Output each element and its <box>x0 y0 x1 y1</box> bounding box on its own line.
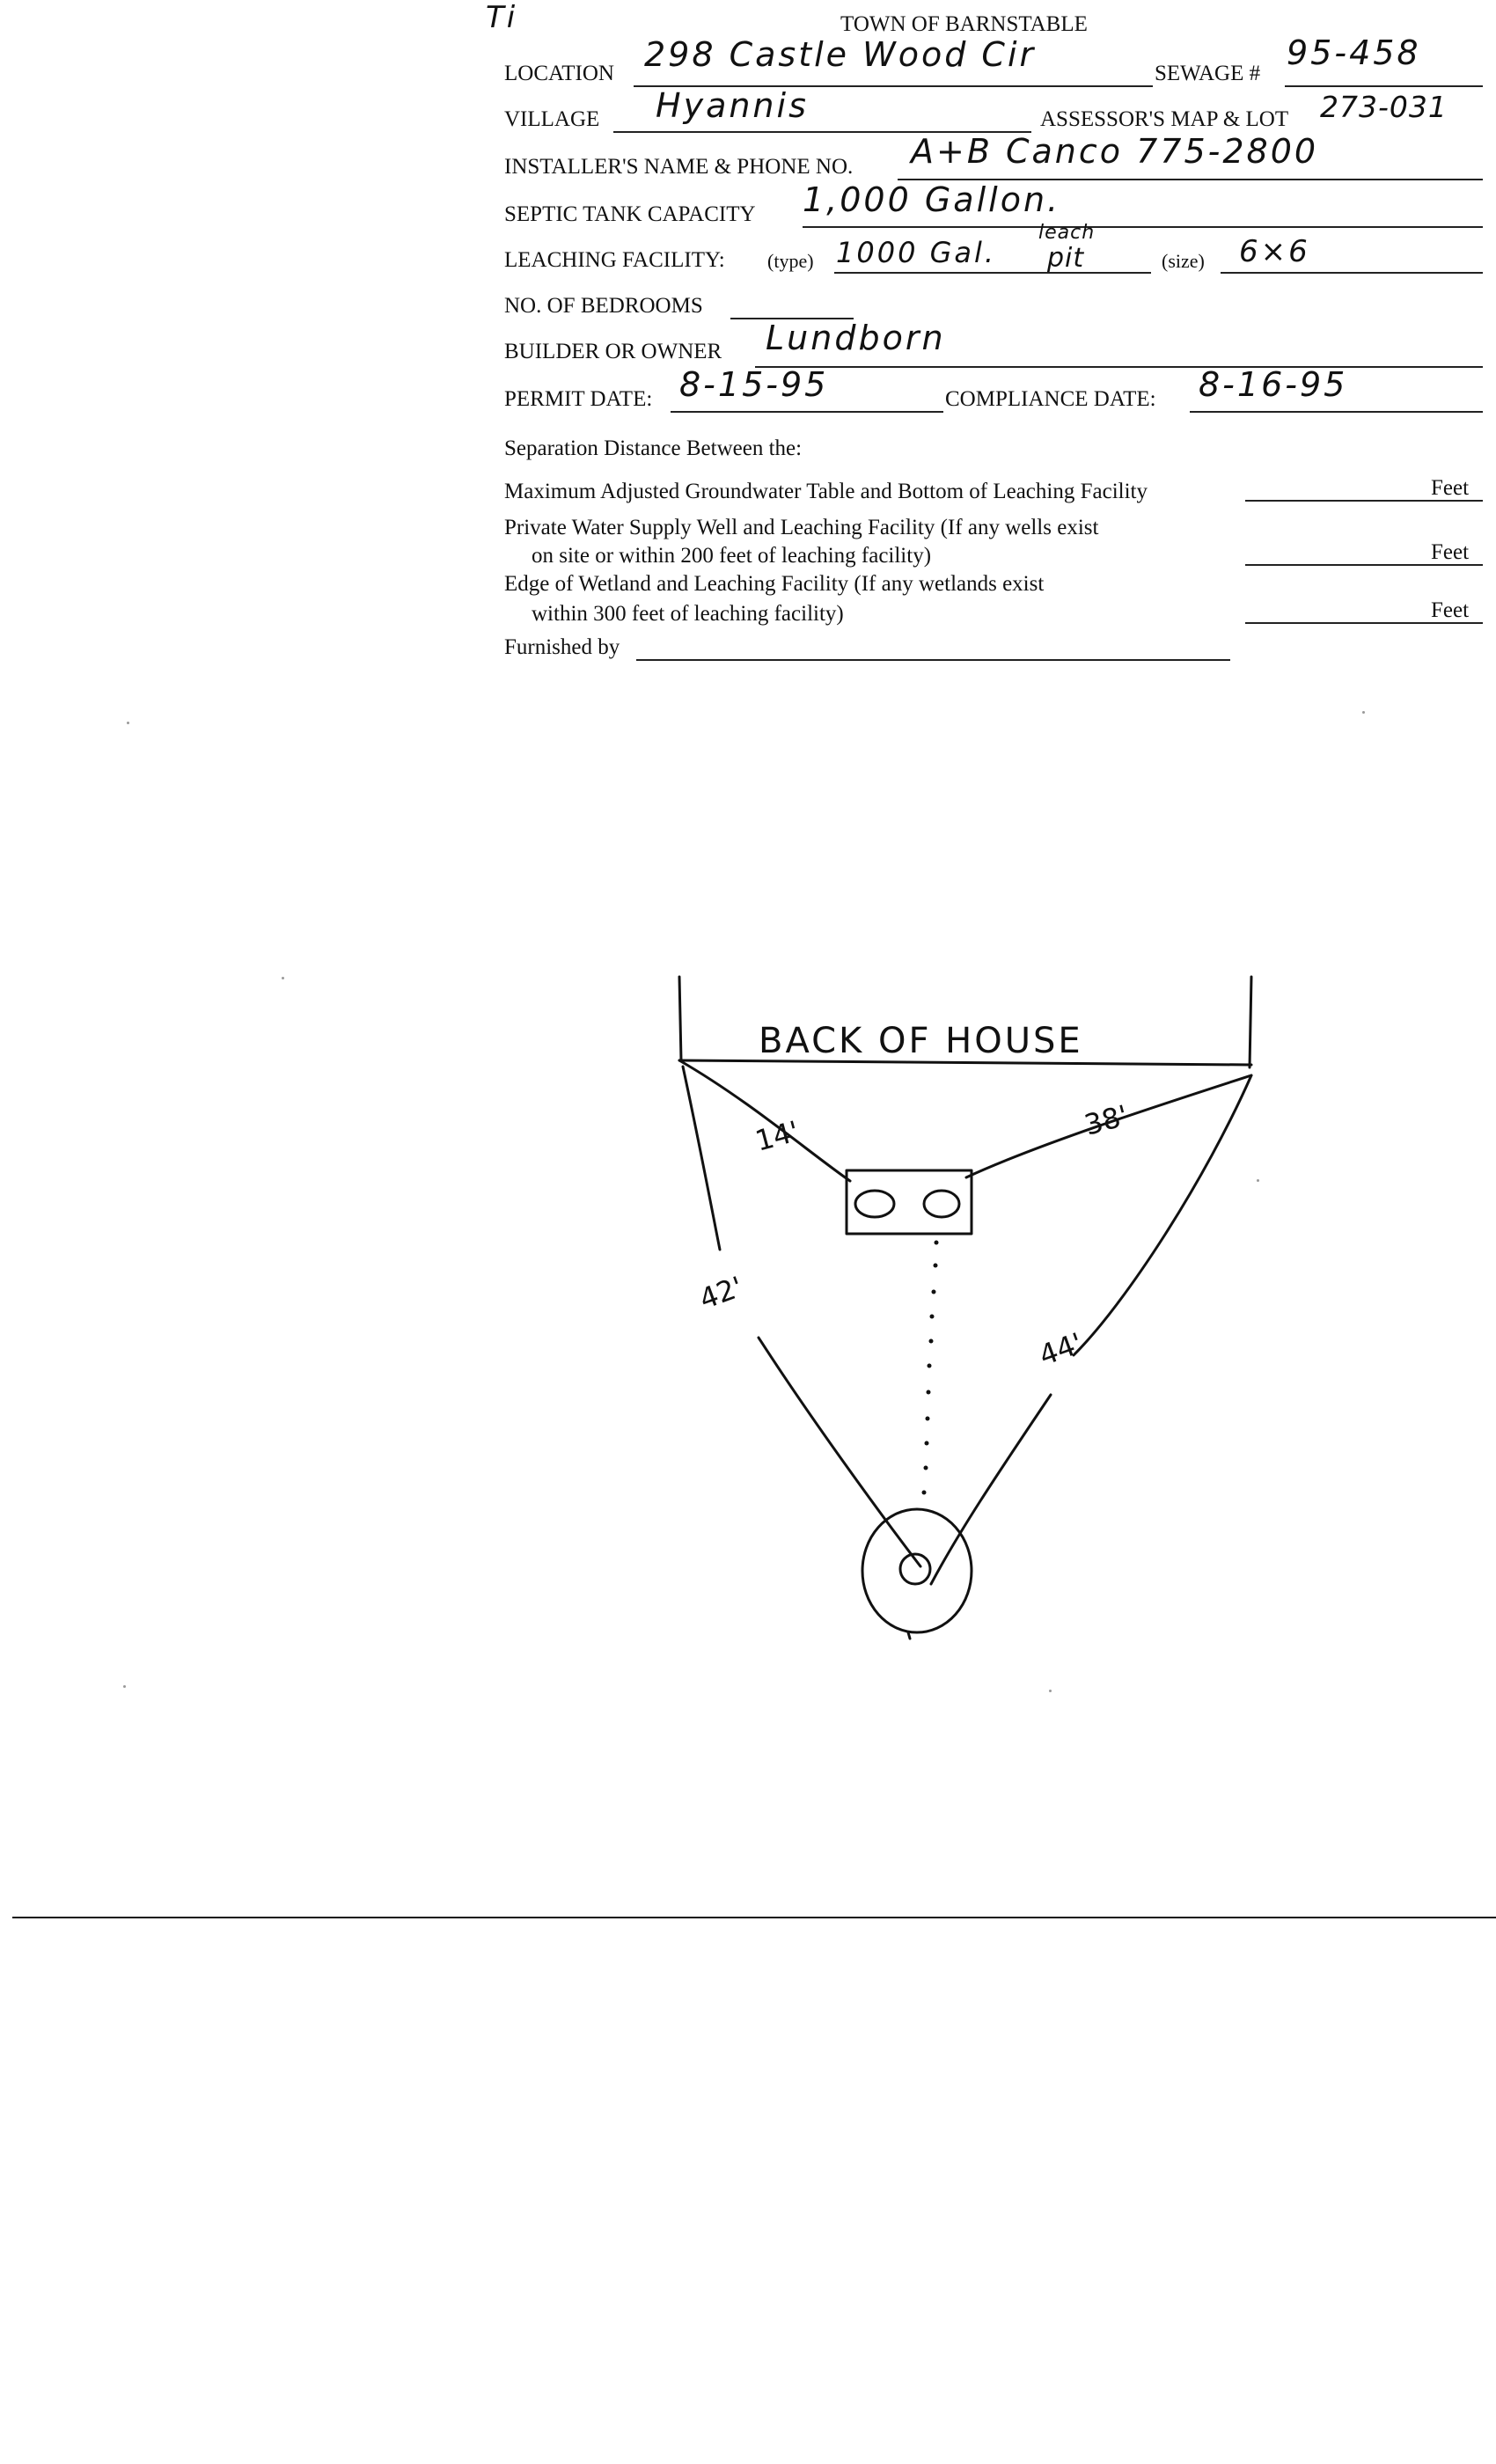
septic-value: 1,000 Gallon. <box>803 180 1061 219</box>
installer-value: A+B Canco 775-2800 <box>911 132 1319 171</box>
sewage-value: 95-458 <box>1287 33 1421 72</box>
leaching-label: LEACHING FACILITY: <box>504 248 725 272</box>
permit-value: 8-15-95 <box>679 365 829 404</box>
builder-value: Lundborn <box>766 319 946 357</box>
dim-right-upper: 38' <box>1081 1098 1132 1142</box>
house-left-wall <box>679 977 681 1060</box>
compliance-label: COMPLIANCE DATE: <box>945 387 1156 411</box>
corner-mark: Ti <box>486 0 518 35</box>
separation-row-2-text: Private Water Supply Well and Leaching Facility (If any wells exist <box>504 516 1099 539</box>
sewage-label: SEWAGE # <box>1155 62 1261 85</box>
leaching-type-value: 1000 Gal. <box>836 236 997 269</box>
separation-heading: Separation Distance Between the: <box>504 436 803 460</box>
permit-label: PERMIT DATE: <box>504 387 653 411</box>
dotted-line-tank-to-pit <box>922 1241 939 1495</box>
pit-tick-mark <box>908 1632 910 1639</box>
leaching-type-note-top: leach <box>1038 222 1096 244</box>
scan-speck <box>123 1685 126 1688</box>
location-value: 298 Castle Wood Cir <box>644 35 1037 74</box>
house-right-wall <box>1250 977 1251 1067</box>
separation-row-3-text: Edge of Wetland and Leaching Facility (If any wetlands exist <box>504 572 1045 596</box>
separation-row-3-text-cont: within 300 feet of leaching facility) <box>532 602 844 626</box>
scan-speck <box>282 977 284 979</box>
leaching-type-note-bottom: pit <box>1047 243 1085 274</box>
leaching-pit-outer-icon <box>862 1509 972 1632</box>
builder-label: BUILDER OR OWNER <box>504 340 722 363</box>
septic-label: SEPTIC TANK CAPACITY <box>504 202 756 226</box>
assessor-value: 273-031 <box>1320 90 1448 124</box>
bedrooms-label: NO. OF BEDROOMS <box>504 294 703 318</box>
separation-row-2-unit: Feet <box>1431 540 1470 564</box>
separation-row-3-unit: Feet <box>1431 598 1470 622</box>
leaching-size-label: (size) <box>1162 250 1205 272</box>
dim-left-lower: 42' <box>694 1269 748 1316</box>
page-bottom-rule <box>12 1917 1496 1918</box>
separation-row-1-unit: Feet <box>1431 476 1470 500</box>
septic-tank-icon <box>847 1170 972 1234</box>
village-value: Hyannis <box>656 86 809 125</box>
leaching-type-label: (type) <box>767 250 814 272</box>
dim-left-upper: 14' <box>752 1114 803 1158</box>
leaching-size-value: 6×6 <box>1239 234 1310 269</box>
left-line-to-tank <box>679 1060 850 1181</box>
location-label: LOCATION <box>504 62 614 85</box>
left-line-to-pit <box>683 1067 920 1566</box>
scan-speck <box>1257 1179 1259 1182</box>
scan-speck <box>1049 1690 1052 1692</box>
separation-row-1-text: Maximum Adjusted Groundwater Table and Bottom of Leaching Facility <box>504 480 1148 503</box>
scan-speck <box>127 722 129 724</box>
scan-speck <box>1362 711 1365 714</box>
furnished-by-label: Furnished by <box>504 635 620 659</box>
form-title: TOWN OF BARNSTABLE <box>840 12 1088 36</box>
tank-right-opening-icon <box>924 1191 959 1217</box>
separation-row-2-text-cont: on site or within 200 feet of leaching facility) <box>532 544 932 568</box>
dim-right-lower: 44' <box>1034 1325 1088 1373</box>
assessor-label: ASSESSOR'S MAP & LOT <box>1040 107 1289 131</box>
compliance-value: 8-16-95 <box>1199 365 1348 404</box>
right-line-to-pit <box>931 1075 1251 1584</box>
tank-left-opening-icon <box>855 1191 894 1217</box>
house-label: BACK OF HOUSE <box>759 1021 1083 1061</box>
village-label: VILLAGE <box>504 107 600 131</box>
installer-label: INSTALLER'S NAME & PHONE NO. <box>504 155 854 179</box>
